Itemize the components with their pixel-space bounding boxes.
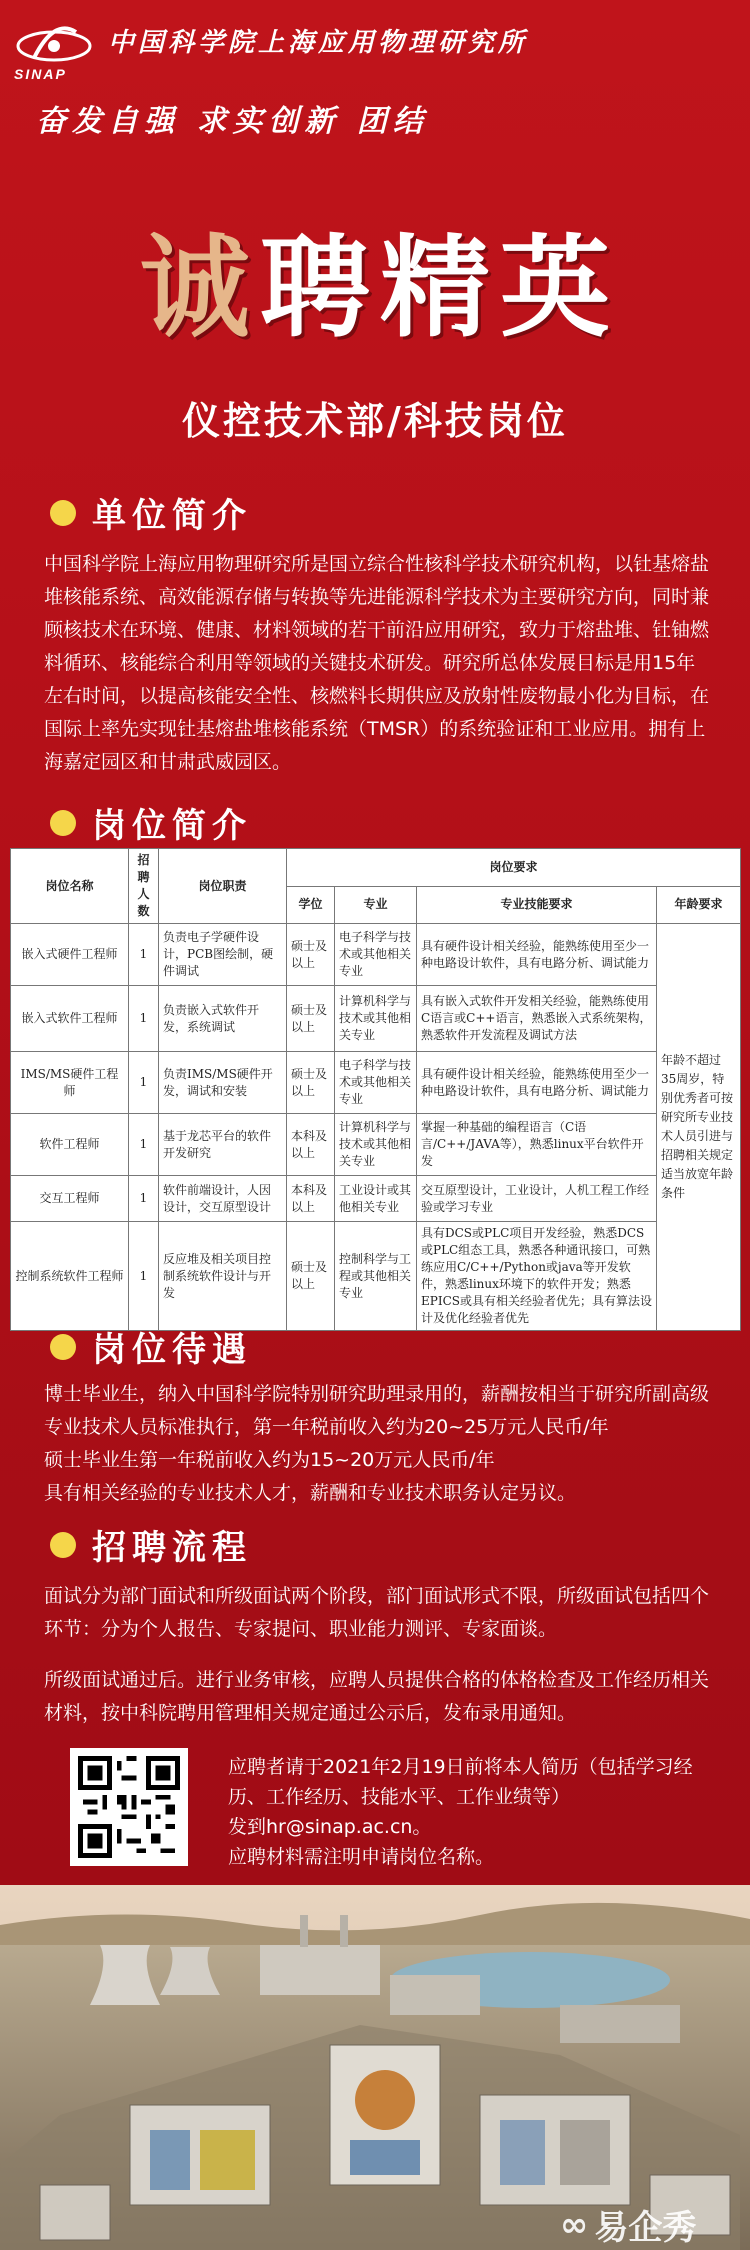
table-row <box>11 924 741 986</box>
qr-code-icon <box>78 1756 180 1858</box>
cell-skill: 具有硬件设计相关经验，能熟练使用至少一种电路设计软件，具有电路分析、调试能力 <box>417 924 657 986</box>
section-positions-heading <box>50 798 252 847</box>
header <box>0 0 750 155</box>
motto: 奋发自强 求实创新 团结 <box>36 104 429 139</box>
cell-duty: 负责嵌入式软件开发，系统调试 <box>159 986 287 1052</box>
hero-title-rest: 聘精英 <box>260 223 620 352</box>
contact-line: 应聘者请于2021年2月19日前将本人简历（包括学习经历、工作经历、技能水平、工作业绩等） <box>228 1756 693 1808</box>
reactor-plant-illustration <box>0 1885 750 2250</box>
cell-major: 电子科学与技术或其他相关专业 <box>335 1052 417 1114</box>
table-row <box>11 986 741 1052</box>
header-count: 招聘人数 <box>129 849 159 924</box>
cell-duty: 基于龙芯平台的软件开发研究 <box>159 1114 287 1176</box>
cell-count: 1 <box>129 1176 159 1222</box>
table-row <box>11 1114 741 1176</box>
section-title: 单位简介 <box>92 496 252 536</box>
cell-major: 电子科学与技术或其他相关专业 <box>335 924 417 986</box>
cell-major: 控制科学与工程或其他相关专业 <box>335 1222 417 1331</box>
org-name: 中国科学院上海应用物理研究所 <box>108 28 529 58</box>
cell-major: 计算机科学与技术或其他相关专业 <box>335 986 417 1052</box>
hero-title <box>70 200 690 358</box>
link-icon: ∞ <box>560 2204 589 2245</box>
cell-degree: 硕士及以上 <box>287 924 335 986</box>
benefits-line: 硕士毕业生第一年税前收入约为15~20万元人民币/年 <box>44 1449 495 1471</box>
logo-text: SINAP <box>14 66 67 82</box>
process-text-2: 所级面试通过后。进行业务审核，应聘人员提供合格的体格检查及工作经历相关材料，按中科院聘用管理相关规定通过公示后，发布录用通知。 <box>44 1669 710 1724</box>
watermark <box>560 2200 696 2249</box>
section-process-heading <box>50 1520 252 1569</box>
section-unit-intro-heading <box>50 488 252 537</box>
cell-name: 交互工程师 <box>11 1176 129 1222</box>
cell-name: IMS/MS硬件工程师 <box>11 1052 129 1114</box>
section-title: 岗位简介 <box>92 806 252 846</box>
cell-age-note: 年龄不超过35周岁，特别优秀者可按研究所专业技术人员引进与招聘相关规定适当放宽年龄条件 <box>657 924 741 1331</box>
cell-major: 计算机科学与技术或其他相关专业 <box>335 1114 417 1176</box>
bullet-icon <box>50 810 76 836</box>
table-row <box>11 1222 741 1331</box>
hero-subtitle: 仪控技术部/科技岗位 <box>182 399 568 443</box>
section-title: 招聘流程 <box>92 1528 252 1568</box>
cell-count: 1 <box>129 1222 159 1331</box>
cell-name: 控制系统软件工程师 <box>11 1222 129 1331</box>
qr-code[interactable] <box>70 1748 188 1866</box>
bullet-icon <box>50 1532 76 1558</box>
table-row <box>11 1176 741 1222</box>
header-age: 年龄要求 <box>657 886 741 924</box>
section-benefits-heading <box>50 1322 252 1371</box>
cell-name: 嵌入式软件工程师 <box>11 986 129 1052</box>
benefits-line: 具有相关经验的专业技术人才，薪酬和专业技术职务认定另议。 <box>44 1482 577 1504</box>
header-requirements: 岗位要求 <box>287 849 741 887</box>
watermark-text: 易企秀 <box>594 2208 697 2248</box>
cell-duty: 负责IMS/MS硬件开发，调试和安装 <box>159 1052 287 1114</box>
header-degree: 学位 <box>287 886 335 924</box>
cell-count: 1 <box>129 1114 159 1176</box>
bullet-icon <box>50 500 76 526</box>
benefits-text <box>44 1378 709 1510</box>
cell-count: 1 <box>129 1052 159 1114</box>
cell-duty: 软件前端设计，人因设计，交互原型设计 <box>159 1176 287 1222</box>
cell-degree: 本科及以上 <box>287 1114 335 1176</box>
section-title: 岗位待遇 <box>92 1330 252 1370</box>
hero <box>70 200 690 370</box>
header-major: 专业 <box>335 886 417 924</box>
cell-count: 1 <box>129 924 159 986</box>
benefits-line: 博士毕业生，纳入中国科学院特别研究助理录用的，薪酬按相当于研究所副高级专业技术人员标准执行，第一年税前收入约为20~25万元人民币/年 <box>44 1383 710 1438</box>
cell-name: 软件工程师 <box>11 1114 129 1176</box>
cell-degree: 硕士及以上 <box>287 1222 335 1331</box>
positions-table <box>10 848 740 1331</box>
process-text-1: 面试分为部门面试和所级面试两个阶段，部门面试形式不限，所级面试包括四个环节：分为个人报告、专家提问、职业能力测评、专家面谈。 <box>44 1585 710 1640</box>
cell-degree: 硕士及以上 <box>287 986 335 1052</box>
bullet-icon <box>50 1334 76 1360</box>
contact-email[interactable]: 发到hr@sinap.ac.cn。 <box>228 1816 432 1838</box>
header-duty: 岗位职责 <box>159 849 287 924</box>
cell-major: 工业设计或其他相关专业 <box>335 1176 417 1222</box>
cell-degree: 硕士及以上 <box>287 1052 335 1114</box>
cell-duty: 负责电子学硬件设计，PCB图绘制，硬件调试 <box>159 924 287 986</box>
cell-skill: 交互原型设计，工业设计，人机工程工作经验或学习专业 <box>417 1176 657 1222</box>
contact-line: 应聘材料需注明申请岗位名称。 <box>228 1846 495 1868</box>
cell-name: 嵌入式硬件工程师 <box>11 924 129 986</box>
cell-duty: 反应堆及相关项目控制系统软件设计与开发 <box>159 1222 287 1331</box>
contact-info <box>228 1752 718 1872</box>
cell-count: 1 <box>129 986 159 1052</box>
cell-skill: 具有硬件设计相关经验，能熟练使用至少一种电路设计软件，具有电路分析、调试能力 <box>417 1052 657 1114</box>
table-row <box>11 1052 741 1114</box>
unit-intro-text: 中国科学院上海应用物理研究所是国立综合性核科学技术研究机构，以钍基熔盐堆核能系统、高效能源存储与转换等先进能源科学技术为主要研究方向，同时兼顾核技术在环境、健康、材料领域的若干前沿应用研究，致力于熔盐堆、钍铀燃料循环、核能综合利用等领域的关键技术研发。研究所总体发展目标是用15年左右时间，以提高核能安全性、核燃料长期供应及放射性废物最小化为目标，在国际上率先实现钍基熔盐堆核能系统（TMSR）的系统验证和工业应用。拥有上海嘉定园区和甘肃武威园区。 <box>44 553 710 773</box>
header-skill: 专业技能要求 <box>417 886 657 924</box>
header-name: 岗位名称 <box>11 849 129 924</box>
hero-title-first: 诚 <box>140 223 260 352</box>
cell-skill: 掌握一种基础的编程语言（C语言/C++/JAVA等），熟悉linux平台软件开发 <box>417 1114 657 1176</box>
cell-skill: 具有DCS或PLC项目开发经验，熟悉DCS或PLC组态工具，熟悉各种通讯接口，可熟练应用C/C++/Python或java等开发软件，熟悉linux环境下的软件开发；熟悉EPICS或具有相关经验者优先；具有算法设计及优化经验者优先 <box>417 1222 657 1331</box>
cell-skill: 具有嵌入式软件开发相关经验，能熟练使用C语言或C++语言，熟悉嵌入式系统架构，熟悉软件开发流程及调试方法 <box>417 986 657 1052</box>
cell-degree: 本科及以上 <box>287 1176 335 1222</box>
